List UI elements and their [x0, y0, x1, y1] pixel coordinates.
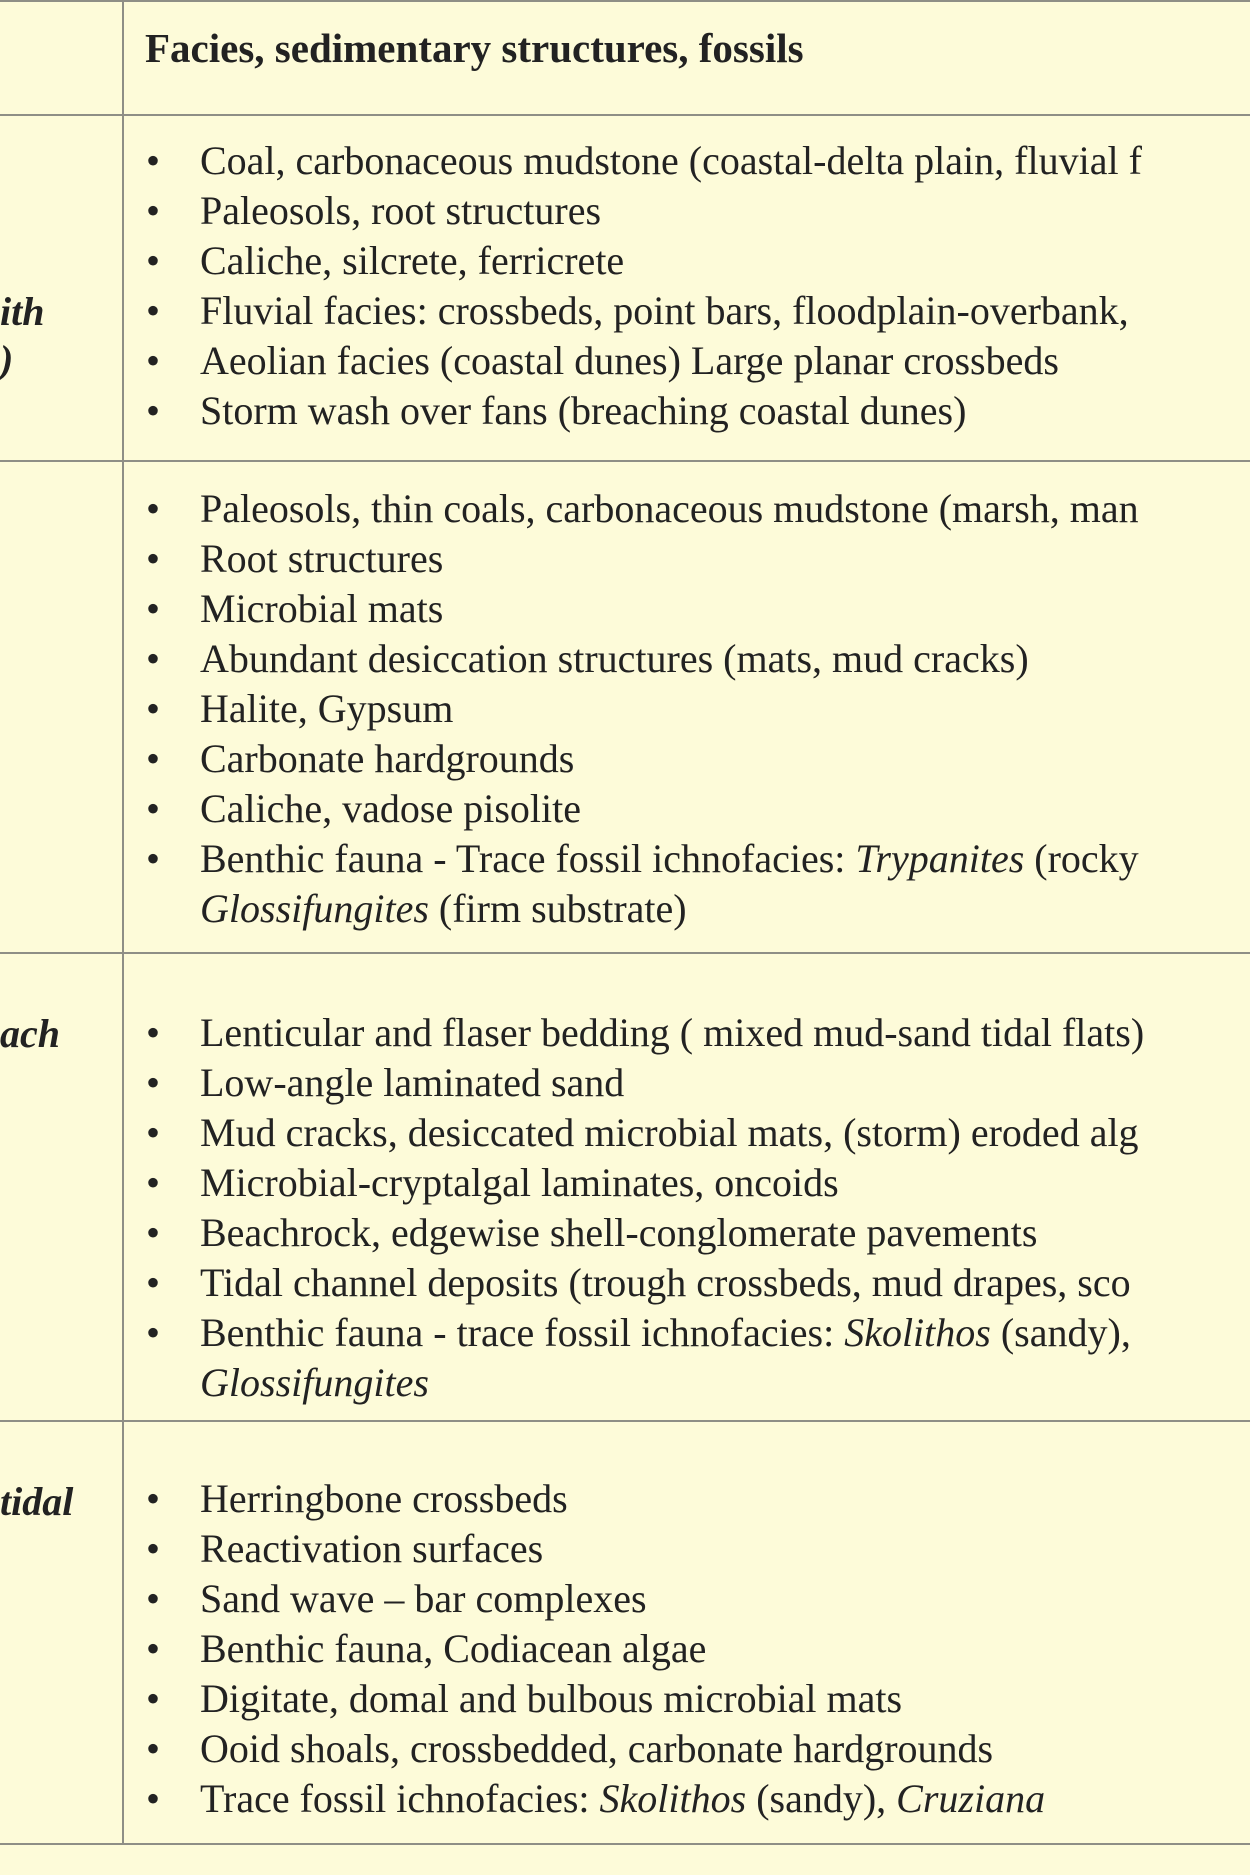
bottom-border — [0, 1843, 1250, 1845]
text-fragment: Digitate, domal and bulbous microbial mats — [200, 1676, 903, 1721]
list-item — [124, 784, 1250, 834]
bullet-icon: • — [146, 338, 161, 383]
bullet-icon: • — [146, 188, 161, 233]
bullet-icon: • — [146, 636, 161, 681]
text-fragment: Beachrock, edgewise shell-conglomerate pavements — [200, 1210, 1038, 1255]
row-label-fragment: ach — [0, 1011, 60, 1056]
list-item-continuation — [200, 1358, 1250, 1408]
list-item — [124, 1574, 1250, 1624]
text-fragment: Lenticular and flaser bedding ( mixed mud-sand tidal flats) — [200, 1010, 1145, 1055]
bullet-icon: • — [146, 1060, 161, 1105]
row-divider — [0, 1420, 1250, 1422]
text-fragment: Microbial-cryptalgal laminates, oncoids — [200, 1160, 839, 1205]
facies-list — [124, 1474, 1250, 1824]
list-item — [124, 1474, 1250, 1524]
list-item — [124, 336, 1250, 386]
facies-list — [124, 136, 1250, 436]
row-cell-2 — [124, 484, 1250, 934]
list-item — [124, 1308, 1250, 1408]
text-fragment: Caliche, vadose pisolite — [200, 786, 582, 831]
bullet-icon: • — [146, 1576, 161, 1621]
text-fragment: Ooid shoals, crossbedded, carbonate hardgrounds — [200, 1726, 994, 1771]
row-cell-1 — [124, 136, 1250, 436]
bullet-icon: • — [146, 1776, 161, 1821]
row-label-fragment: tidal — [0, 1479, 74, 1524]
taxon-name: Glossifungites — [200, 1360, 429, 1405]
column-header: Facies, sedimentary structures, fossils — [145, 25, 804, 71]
text-fragment: Herringbone crossbeds — [200, 1476, 568, 1521]
bullet-icon: • — [146, 586, 161, 631]
bullet-icon: • — [146, 1210, 161, 1255]
taxon-name: Skolithos — [844, 1310, 991, 1355]
bullet-icon: • — [146, 836, 161, 881]
text-fragment: Benthic fauna - Trace fossil ichnofacies: — [200, 836, 856, 881]
row-divider — [0, 952, 1250, 954]
list-item — [124, 136, 1250, 186]
list-item — [124, 584, 1250, 634]
row-divider — [0, 460, 1250, 462]
text-fragment: Fluvial facies: crossbeds, point bars, floodplain-overbank, — [200, 288, 1129, 333]
text-fragment: Paleosols, thin coals, carbonaceous mudstone (marsh, man — [200, 486, 1139, 531]
list-item — [124, 684, 1250, 734]
list-item — [124, 1674, 1250, 1724]
bullet-icon: • — [146, 786, 161, 831]
text-fragment: (sandy), — [746, 1776, 897, 1821]
text-fragment: (sandy), — [990, 1310, 1131, 1355]
facies-list — [124, 484, 1250, 934]
bullet-icon: • — [146, 388, 161, 433]
text-fragment: Aeolian facies (coastal dunes) Large planar crossbeds — [200, 338, 1059, 383]
bullet-icon: • — [146, 1260, 161, 1305]
bullet-icon: • — [146, 1676, 161, 1721]
list-item — [124, 1524, 1250, 1574]
bullet-icon: • — [146, 1160, 161, 1205]
list-item — [124, 1108, 1250, 1158]
text-fragment: Low-angle laminated sand — [200, 1060, 625, 1105]
text-fragment: Mud cracks, desiccated microbial mats, (storm) eroded alg — [200, 1110, 1139, 1155]
header-divider — [0, 114, 1250, 116]
list-item — [124, 734, 1250, 784]
bullet-icon: • — [146, 486, 161, 531]
text-fragment: (rocky — [1024, 836, 1139, 881]
text-fragment: Coal, carbonaceous mudstone (coastal-delta plain, fluvial f — [200, 138, 1142, 183]
text-fragment: Storm wash over fans (breaching coastal dunes) — [200, 388, 967, 433]
bullet-icon: • — [146, 138, 161, 183]
list-item — [124, 1258, 1250, 1308]
bullet-icon: • — [146, 736, 161, 781]
bullet-icon: • — [146, 686, 161, 731]
bullet-icon: • — [146, 1310, 161, 1355]
bullet-icon: • — [146, 1526, 161, 1571]
list-item — [124, 1774, 1250, 1824]
list-item — [124, 236, 1250, 286]
text-fragment: Abundant desiccation structures (mats, mud cracks) — [200, 636, 1029, 681]
text-fragment: Caliche, silcrete, ferricrete — [200, 238, 625, 283]
list-item — [124, 1208, 1250, 1258]
text-fragment: Sand wave – bar complexes — [200, 1576, 647, 1621]
list-item — [124, 386, 1250, 436]
row-label-fragment: ith — [0, 289, 45, 334]
row-label-fragment: ) — [0, 337, 14, 382]
text-fragment: Paleosols, root structures — [200, 188, 602, 233]
list-item — [124, 1158, 1250, 1208]
bullet-icon: • — [146, 1626, 161, 1671]
facies-list — [124, 1008, 1250, 1408]
top-border — [0, 0, 1250, 2]
list-item — [124, 1058, 1250, 1108]
bullet-icon: • — [146, 1010, 161, 1055]
text-fragment: Benthic fauna - trace fossil ichnofacies: — [200, 1310, 845, 1355]
list-item — [124, 286, 1250, 336]
bullet-icon: • — [146, 1110, 161, 1155]
taxon-name: Cruziana — [896, 1776, 1046, 1821]
bullet-icon: • — [146, 536, 161, 581]
text-fragment: Reactivation surfaces — [200, 1526, 544, 1571]
bullet-icon: • — [146, 1476, 161, 1521]
list-item — [124, 1724, 1250, 1774]
bullet-icon: • — [146, 238, 161, 283]
list-item — [124, 634, 1250, 684]
taxon-name: Glossifungites — [200, 886, 429, 931]
text-fragment: Root structures — [200, 536, 444, 581]
list-item — [124, 534, 1250, 584]
bullet-icon: • — [146, 288, 161, 333]
text-fragment: Benthic fauna, Codiacean algae — [200, 1626, 707, 1671]
text-fragment: (firm substrate) — [428, 886, 687, 931]
row-cell-4 — [124, 1474, 1250, 1824]
text-fragment: Microbial mats — [200, 586, 444, 631]
list-item-continuation — [200, 884, 1250, 934]
list-item — [124, 1008, 1250, 1058]
bullet-icon: • — [146, 1726, 161, 1771]
taxon-name: Trypanites — [855, 836, 1025, 881]
row-cell-3 — [124, 1008, 1250, 1408]
list-item — [124, 186, 1250, 236]
list-item — [124, 1624, 1250, 1674]
list-item — [124, 834, 1250, 934]
text-fragment: Halite, Gypsum — [200, 686, 454, 731]
text-fragment: Trace fossil ichnofacies: — [200, 1776, 600, 1821]
list-item — [124, 484, 1250, 534]
text-fragment: Carbonate hardgrounds — [200, 736, 575, 781]
text-fragment: Tidal channel deposits (trough crossbeds, mud drapes, sco — [200, 1260, 1131, 1305]
taxon-name: Skolithos — [599, 1776, 747, 1821]
